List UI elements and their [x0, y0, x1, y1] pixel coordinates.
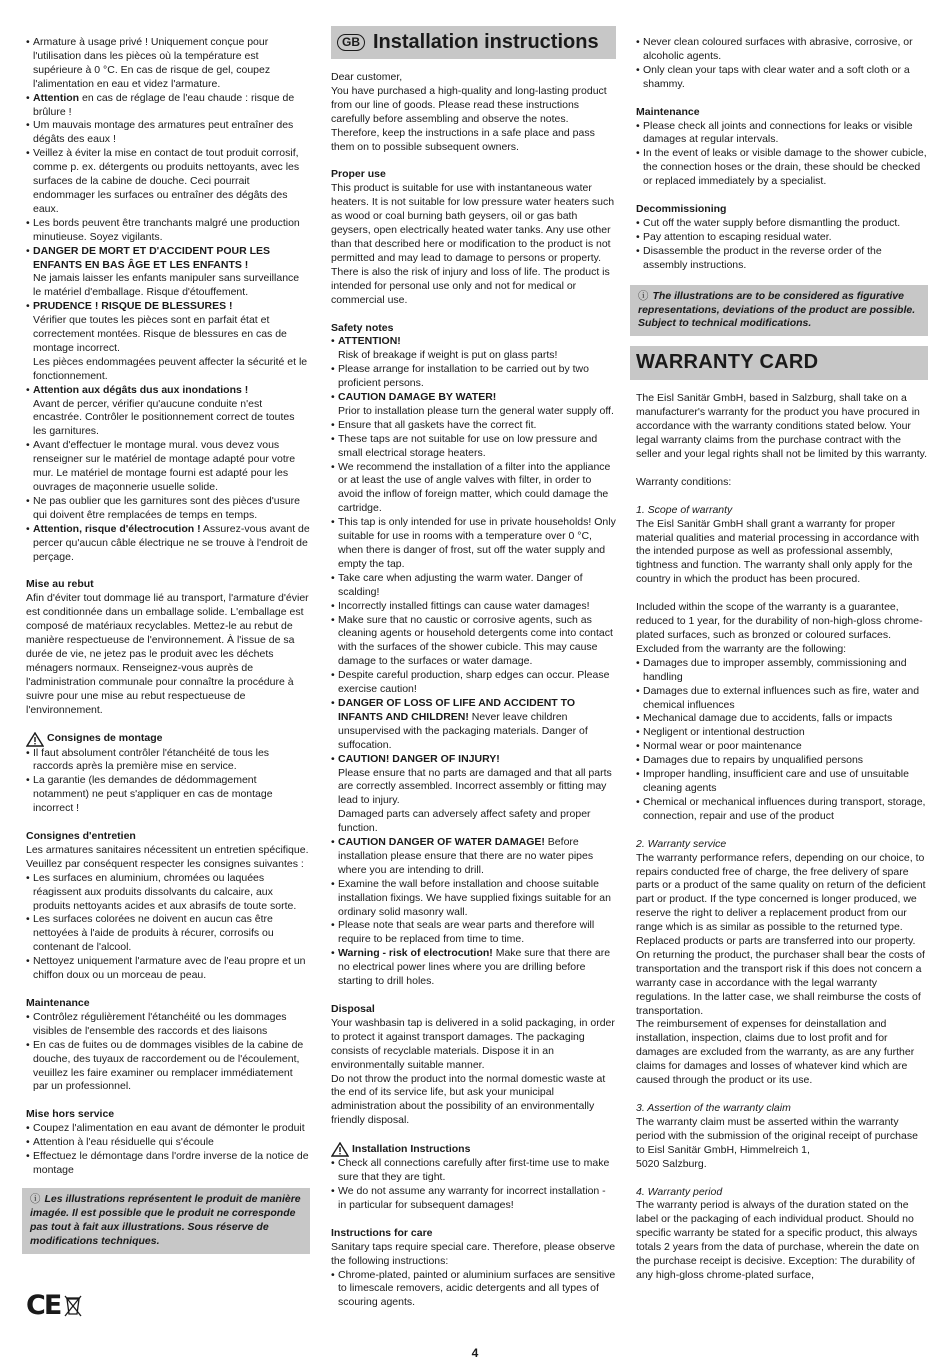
warranty-title: WARRANTY CARD — [636, 351, 819, 374]
list-item — [331, 836, 616, 878]
warning-icon — [331, 1142, 349, 1157]
english-column — [331, 26, 616, 1310]
list-item: • Contrôlez régulièrement l'étanchéité ou les dommages visibles de l'ensemble des raccords et des liaisons — [26, 1011, 310, 1039]
warranty-section-3-heading: 3. Assertion of the warranty claim — [636, 1102, 791, 1114]
list-item — [331, 947, 616, 989]
warranty-conditions-label: Warranty conditions: — [636, 475, 732, 488]
fr-disposal-heading: Mise au rebut — [26, 578, 94, 591]
weee-bin-icon — [64, 1294, 82, 1318]
fr-safety-list — [26, 36, 310, 564]
item-emphasis: PRUDENCE ! RISQUE DE BLESSURES ! — [33, 300, 233, 313]
list-item: • Only clean your taps with clear water and a soft cloth or a shammy. — [636, 64, 928, 92]
list-item — [331, 919, 616, 947]
installation-title: Installation instructions — [373, 30, 599, 53]
en-care-list-continued — [636, 36, 928, 92]
item-text: Before installation please ensure that there are no water pipes where you are intending to drill. — [338, 836, 594, 876]
list-item: • Negligent or intentional destruction — [636, 726, 928, 740]
item-text: Make sure that there are no electrical power lines where you are drilling before starting to drill holes. — [338, 947, 611, 988]
list-item — [331, 669, 616, 697]
list-item: • Attention à l'eau résiduelle qui s'écoule — [26, 1136, 310, 1150]
page-number: 4 — [471, 1346, 479, 1360]
list-item: • Please check all joints and connections for leaks or visible damages at regular intervals. — [636, 120, 928, 148]
warranty-section-2-text-3: The reimbursement of expenses for deinstallation and installation, inspection, claims due to lost profit and for damages are excluded from the warranty, as are any further claims for damages and losses of whatever kind which are caused through the product or its use. — [636, 1018, 915, 1087]
item-text: Ensure that all gaskets have the correct fit. — [338, 418, 537, 431]
list-item: • Damages due to improper assembly, commissioning and handling — [636, 657, 928, 685]
fr-care-intro: Les armatures sanitaires nécessitent un entretien spécifique. Veuillez par conséquent respecter les consignes suivantes : — [26, 843, 309, 870]
en-disposal-heading: Disposal — [331, 1003, 375, 1015]
warranty-intro: The Eisl Sanitär GmbH, based in Salzburg, shall take on a manufacturer's warranty for the product you have procured in accordance with the warranty conditions stated below. Your legal warranty claims from the purchase contract with the seller and your legal rights shall not be limited by this warranty. — [636, 392, 928, 460]
item-text: Never leave children unsupervised with the packaging materials. Danger of suffocation. — [338, 710, 588, 751]
item-text: Take care when adjusting the warm water. Danger of scalding! — [338, 571, 583, 598]
item-text-extra: Les pièces endommagées peuvent affecter la sécurité et le fonctionnement. — [33, 355, 308, 382]
item-text: Um mauvais montage des armatures peut entraîner des dégâts des eaux ! — [33, 119, 294, 146]
en-intro-text: You have purchased a high-quality and long-lasting product from our line of goods. Please read these instructions carefully before assembling and observe the notes. — [331, 84, 607, 125]
en-inst-heading — [331, 1142, 616, 1157]
warranty-section-4-text: The warranty period is always of the duration stated on the label or the packaging of each individual product. Should no specific warranty be stated for a specific product, this always totals 2 years from the data of purchase, wherein the date on the purchase receipt is decisive. Exception: The durability of any high-gloss chrome-plated surface, — [636, 1199, 920, 1281]
ce-mark: CE — [26, 1290, 61, 1322]
list-item: • Nettoyez uniquement l'armature avec de l'eau propre et un chiffon doux ou un morceau de peau. — [26, 955, 310, 983]
info-icon: ⓘ — [30, 1192, 41, 1205]
warranty-section-2-heading: 2. Warranty service — [636, 837, 727, 850]
item-text: These taps are not suitable for use on low pressure and small electrical storage heaters. — [338, 432, 598, 459]
french-column — [26, 36, 310, 1254]
list-item: • Les surfaces en aluminium, chromées ou laquées réagissent aux produits dissolvants du calcaire, aux produits nettoyants acides et aux abrasifs de toute sorte. — [26, 872, 310, 914]
en-intro-greeting: Dear customer, — [331, 71, 403, 83]
list-item — [331, 697, 616, 753]
list-item — [331, 335, 616, 363]
item-text: Avant de percer, vérifier qu'aucune conduite n'est encastrée. Contrôler le positionnement correct de toutes les garnitures. — [33, 397, 295, 438]
en-inst-list — [331, 1157, 616, 1213]
en-decom-heading: Decommissioning — [636, 203, 727, 216]
certification-marks — [26, 1290, 82, 1322]
warranty-section-2-text-2: Replaced products or parts are transferred into our property. On returning the product, the purchaser shall bear the costs of transportation and the transport risk if this does not concern a warranty case in accordance with the legal warranty regulations. In the latter case, we shall reimburse the costs of transportation. — [636, 935, 925, 1017]
list-item — [331, 614, 616, 670]
list-item — [26, 495, 310, 523]
list-item — [331, 600, 616, 614]
en-care-intro: Sanitary taps require special care. Therefore, please observe the following instructions: — [331, 1240, 616, 1267]
list-item: • Damages due to external influences such as fire, water and chemical influences — [636, 685, 928, 713]
list-item: • Pay attention to escaping residual water. — [636, 231, 928, 245]
list-item — [26, 523, 310, 565]
installation-banner — [331, 26, 616, 59]
list-item — [331, 753, 616, 836]
fr-care-heading: Consignes d'entretien — [26, 830, 136, 843]
item-text: Please ensure that no parts are damaged and that all parts are correctly assembled. Incorrect assembly or fitting may lead to injury. — [338, 766, 612, 807]
item-emphasis: DANGER OF LOSS OF LIFE AND ACCIDENT TO INFANTS AND CHILDREN! — [338, 696, 576, 723]
list-item: • We do not assume any warranty for incorrect installation - in particular for subsequent damages! — [331, 1185, 616, 1213]
fr-disposal-text: Afin d'éviter tout dommage lié au transport, l'armature d'évier est conditionnée dans un emballage solide. L'emballage est composé de matériaux recyclables. Mettez-le au rebut de manière respectueuse de l'environnement. À l'issue de sa durée de vie, ne jetez pas le produit avec les déchets ménagers normaux. Renseignez-vous auprès de l'administration communale pour connaître la procédure à suivre pour une mise au rebut respectueuse de l'environnement. — [26, 592, 309, 716]
fr-decom-list — [26, 1122, 310, 1178]
list-item: • In the event of leaks or visible damage to the shower cubicle, the connection hoses or the drain, these should be checked or replaced immediately by a specialist. — [636, 147, 928, 189]
en-use-heading: Proper use — [331, 168, 386, 181]
en-intro-keep: Therefore, keep the instructions in a safe place and pass them on to possible subsequent owners. — [331, 126, 595, 153]
list-item: • Check all connections carefully after first-time use to make sure that they are tight. — [331, 1157, 616, 1185]
item-text: Please arrange for installation to be carried out by two proficient persons. — [338, 363, 589, 390]
list-item — [26, 147, 310, 217]
warranty-section-1-guarantee: Included within the scope of the warranty is a guarantee, reduced to 1 year, for the durability of non-high-gloss chrome-plated surfaces, such as bronzed or coloured surfaces. — [636, 601, 923, 641]
item-text: Vérifier que toutes les pièces sont en parfait état et correctement montées. Risque de blessures en cas de montage incorrect. — [33, 314, 287, 354]
list-item: • Chrome-plated, painted or aluminium surfaces are sensitive to limescale removers, acidic detergents and all types of scouring agents. — [331, 1269, 616, 1311]
item-text: Risk of breakage if weight is put on glass parts! — [338, 349, 558, 362]
list-item — [331, 363, 616, 391]
fr-maint-heading: Maintenance — [26, 997, 90, 1009]
fr-maint-list — [26, 1011, 310, 1094]
list-item — [26, 300, 310, 383]
info-icon: ⓘ — [638, 289, 649, 302]
warranty-column — [636, 36, 928, 1283]
list-item: • La garantie (les demandes de dédommagement notamment) ne peut s'appliquer en cas de montage incorrect ! — [26, 774, 310, 816]
warranty-exclusion-list — [636, 657, 928, 824]
list-item: • Disassemble the product in the reverse order of the assembly instructions. — [636, 245, 928, 273]
list-item: • Improper handling, insufficient care and use of unsuitable cleaning agents — [636, 768, 928, 796]
list-item: • Effectuez le démontage dans l'ordre inverse de la notice de montage — [26, 1150, 310, 1178]
item-emphasis: CAUTION DANGER OF WATER DAMAGE! — [338, 836, 545, 849]
list-item — [331, 878, 616, 920]
item-text: Armature à usage privé ! Uniquement conçue pour l'utilisation dans les pièces où la température est supérieure à 0 °C. En cas de risque de gel, coupez l'alimentation en eau et videz l'armature. — [33, 36, 271, 90]
list-item — [26, 217, 310, 245]
list-item — [26, 384, 310, 440]
list-item — [26, 245, 310, 301]
item-emphasis: DANGER DE MORT ET D'ACCIDENT POUR LES ENFANTS EN BAS ÂGE ET LES ENFANTS ! — [33, 244, 271, 271]
item-text: Prior to installation please turn the general water supply off. — [338, 404, 614, 417]
item-text: Make sure that no caustic or corrosive agents, such as cleaning agents or household detergents come into contact with the surfaces of the shower cubicle. This may cause damage to the surfaces or water damage. — [338, 613, 613, 668]
list-item — [331, 433, 616, 461]
en-safety-heading: Safety notes — [331, 321, 394, 334]
en-safety-list — [331, 335, 616, 989]
list-item — [331, 572, 616, 600]
item-text: Despite careful production, sharp edges can occur. Please exercise caution! — [338, 669, 610, 696]
item-emphasis: Attention — [33, 91, 80, 104]
warranty-section-1-excluded: Excluded from the warranty are the following: — [636, 642, 847, 655]
en-inst-heading-label: Installation Instructions — [352, 1142, 471, 1155]
item-emphasis: ATTENTION! — [338, 335, 401, 348]
language-badge: GB — [337, 34, 365, 51]
item-text: We recommend the installation of a filter into the appliance or at least the use of angle valves with filter, in order to avoid the inflow of foreign matter, which could damage the cartridge. — [338, 460, 611, 515]
en-disposal-text-1: Your washbasin tap is delivered in a solid packaging, in order to protect it against transport damages. The packaging consists of recyclable materials. Dispose it in an environmentally suitable manner. — [331, 1016, 615, 1071]
item-text: Examine the wall before installation and choose suitable installation fixings. We have supplied fixings suitable for an ordinary solid masonry wall. — [338, 877, 611, 918]
list-item: • Damages due to repairs by unqualified persons — [636, 754, 928, 768]
warranty-section-1-text: The Eisl Sanitär GmbH shall grant a warranty for proper material qualities and material processing in accordance with the intended purpose as well as professional assembly, tightness and function. The warranty shall only apply for the country in which the product has been procured. — [636, 517, 920, 586]
list-item — [26, 36, 310, 92]
list-item — [331, 419, 616, 433]
en-note-box — [630, 285, 928, 337]
warranty-section-2-text-1: The warranty performance refers, depending on our choice, to repairs conducted free of charge, the free delivery of spare parts or a product of the same quality on return of the deficient part or product. If the type concerned is longer produced, we reserve the right to deliver a replacement product from our range which is as similar as possible to the returned type. — [636, 851, 926, 934]
list-item — [26, 92, 310, 120]
list-item: • Chemical or mechanical influences during transport, storage, connection, repair and use of the product — [636, 796, 928, 824]
en-use-text: This product is suitable for use with instantaneous water heaters. It is not suitable for low pressure water heaters such as wood or coal burning bath geysers, oil or gas bath geysers, open electrically heated water tanks. Any use other than that described here or modification to the product is not permitted and may lead to damage to persons or property. There is also the risk of injury and loss of life. The product is intended for personal use only and not for medical or commercial use. — [331, 182, 615, 306]
en-disposal-text-2: Do not throw the product into the normal domestic waste at the end of its service life, but ask your municipal administration about the possibility of an environmentally friendly disposal. — [331, 1072, 606, 1127]
list-item: • En cas de fuites ou de dommages visibles de la cabine de douche, des tuyaux de raccordement ou de l'écoulement, veuillez les faire examiner ou remplacer immédiatement par un professionnel. — [26, 1039, 310, 1095]
warranty-section-4-heading: 4. Warranty period — [636, 1185, 723, 1198]
en-decom-list — [636, 217, 928, 273]
list-item: • Coupez l'alimentation en eau avant de démonter le produit — [26, 1122, 310, 1136]
en-care-heading: Instructions for care — [331, 1226, 433, 1239]
list-item: • Il faut absolument contrôler l'étanchéité de tous les raccords après la première mise en service. — [26, 747, 310, 775]
item-emphasis: CAUTION! DANGER OF INJURY! — [338, 752, 500, 765]
list-item — [26, 119, 310, 147]
list-item: • Mechanical damage due to accidents, falls or impacts — [636, 712, 928, 726]
item-text: Avant d'effectuer le montage mural. vous devez vous renseigner sur le matériel de montage adapté pour votre mur. Le matériel de montage fourni est adapté pour les ouvrages de maçonnerie usuelle solide. — [33, 439, 296, 493]
fr-care-list — [26, 872, 310, 983]
warranty-section-3-text-2: 5020 Salzburg. — [636, 1157, 707, 1170]
fr-note-text: Les illustrations représentent le produit de manière imagée. Il est possible que le produit ne corresponde pas tout à fait aux illustrations. Sous réserve de modifications techniques. — [30, 1192, 301, 1247]
item-text: Veillez à éviter la mise en contact de tout produit corrosif, comme p. ex. détergents ou produits nettoyants, avec les surfaces de la cabine de douche. Ceci pourrait endommager les surfaces ou entraîner des dégâts des eaux. — [33, 147, 300, 215]
list-item: • Normal wear or poor maintenance — [636, 740, 928, 754]
fr-mount-list — [26, 747, 310, 817]
warranty-section-1-heading: 1. Scope of warranty — [636, 503, 733, 516]
item-text: Incorrectly installed fittings can cause water damages! — [338, 599, 590, 612]
item-text: Please note that seals are wear parts and therefore will require to be replaced from time to time. — [338, 919, 595, 946]
en-note-text: The illustrations are to be considered as figurative representations, deviations of the product are possible. Subject to technical modifications. — [638, 289, 916, 330]
list-item: • Cut off the water supply before dismantling the product. — [636, 217, 928, 231]
list-item — [331, 516, 616, 572]
en-maint-list — [636, 120, 928, 190]
en-maint-heading: Maintenance — [636, 105, 700, 118]
item-text: Ne jamais laisser les enfants manipuler sans surveillance le matériel d'emballage. Risque d'étouffement. — [33, 272, 300, 299]
warranty-banner — [630, 346, 928, 380]
item-emphasis: CAUTION DAMAGE BY WATER! — [338, 391, 497, 404]
fr-mount-heading-label: Consignes de montage — [47, 732, 163, 745]
warranty-section-3-text-1: The warranty claim must be asserted within the warranty period with the submission of the original receipt of purchase to Eisl Sanitär GmbH, Himmelreich 1, — [636, 1115, 918, 1156]
list-item: • Never clean coloured surfaces with abrasive, corrosive, or alcoholic agents. — [636, 36, 928, 64]
item-text-extra: Damaged parts can adversely affect safety and proper function. — [338, 808, 591, 835]
item-text: Les bords peuvent être tranchants malgré une production minutieuse. Soyez vigilants. — [33, 216, 300, 243]
warning-icon — [26, 732, 44, 747]
en-care-list — [331, 1269, 616, 1311]
list-item — [331, 391, 616, 419]
list-item — [26, 439, 310, 495]
fr-mount-heading — [26, 732, 310, 747]
item-emphasis: Attention, risque d'électrocution ! — [33, 522, 201, 535]
fr-decom-heading: Mise hors service — [26, 1108, 115, 1121]
item-emphasis: Attention aux dégâts dus aux inondations ! — [33, 383, 249, 396]
item-text: en cas de réglage de l'eau chaude : risque de brûlure ! — [33, 91, 295, 118]
item-text: Assurez-vous avant de percer qu'aucun câble électrique ne se trouve à l'endroit de perçage. — [33, 522, 310, 563]
item-text: This tap is only intended for use in private households! Only suitable for use in rooms with a temperature over 0 °C, when there is danger of frost, sut off the water supply and empty the tap. — [338, 516, 616, 570]
list-item — [331, 461, 616, 517]
fr-note-box — [22, 1188, 310, 1254]
item-emphasis: Warning - risk of electrocution! — [338, 947, 493, 960]
list-item: • Les surfaces colorées ne doivent en aucun cas être nettoyées à l'aide de produits à récurer, corrosifs ou contenant de l'alcool. — [26, 913, 310, 955]
item-text: Ne pas oublier que les garnitures sont des pièces d'usure qui doivent être remplacées de temps en temps. — [33, 494, 300, 521]
